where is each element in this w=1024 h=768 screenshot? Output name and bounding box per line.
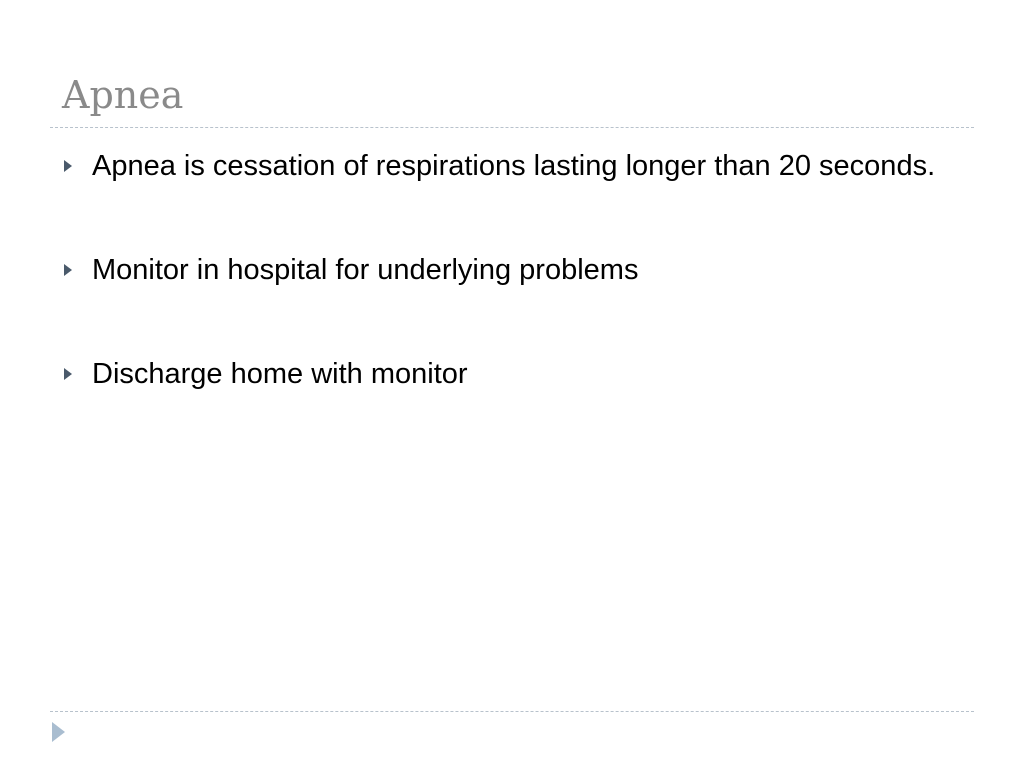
bullet-text: Monitor in hospital for underlying problems [92, 254, 639, 286]
bullet-item [62, 351, 962, 397]
play-triangle-icon[interactable] [52, 722, 65, 742]
bullet-item [62, 143, 962, 189]
triangle-bullet-icon [64, 264, 72, 276]
bullet-text: Discharge home with monitor [92, 358, 468, 390]
triangle-bullet-icon [64, 160, 72, 172]
bullet-text: Apnea is cessation of respirations lasting longer than 20 seconds. [92, 150, 936, 182]
triangle-bullet-icon [64, 368, 72, 380]
bullet-item [62, 247, 962, 293]
slide-title: Apnea [62, 73, 184, 117]
title-divider [50, 127, 974, 128]
bullet-list [62, 143, 962, 397]
footer-divider [50, 711, 974, 712]
